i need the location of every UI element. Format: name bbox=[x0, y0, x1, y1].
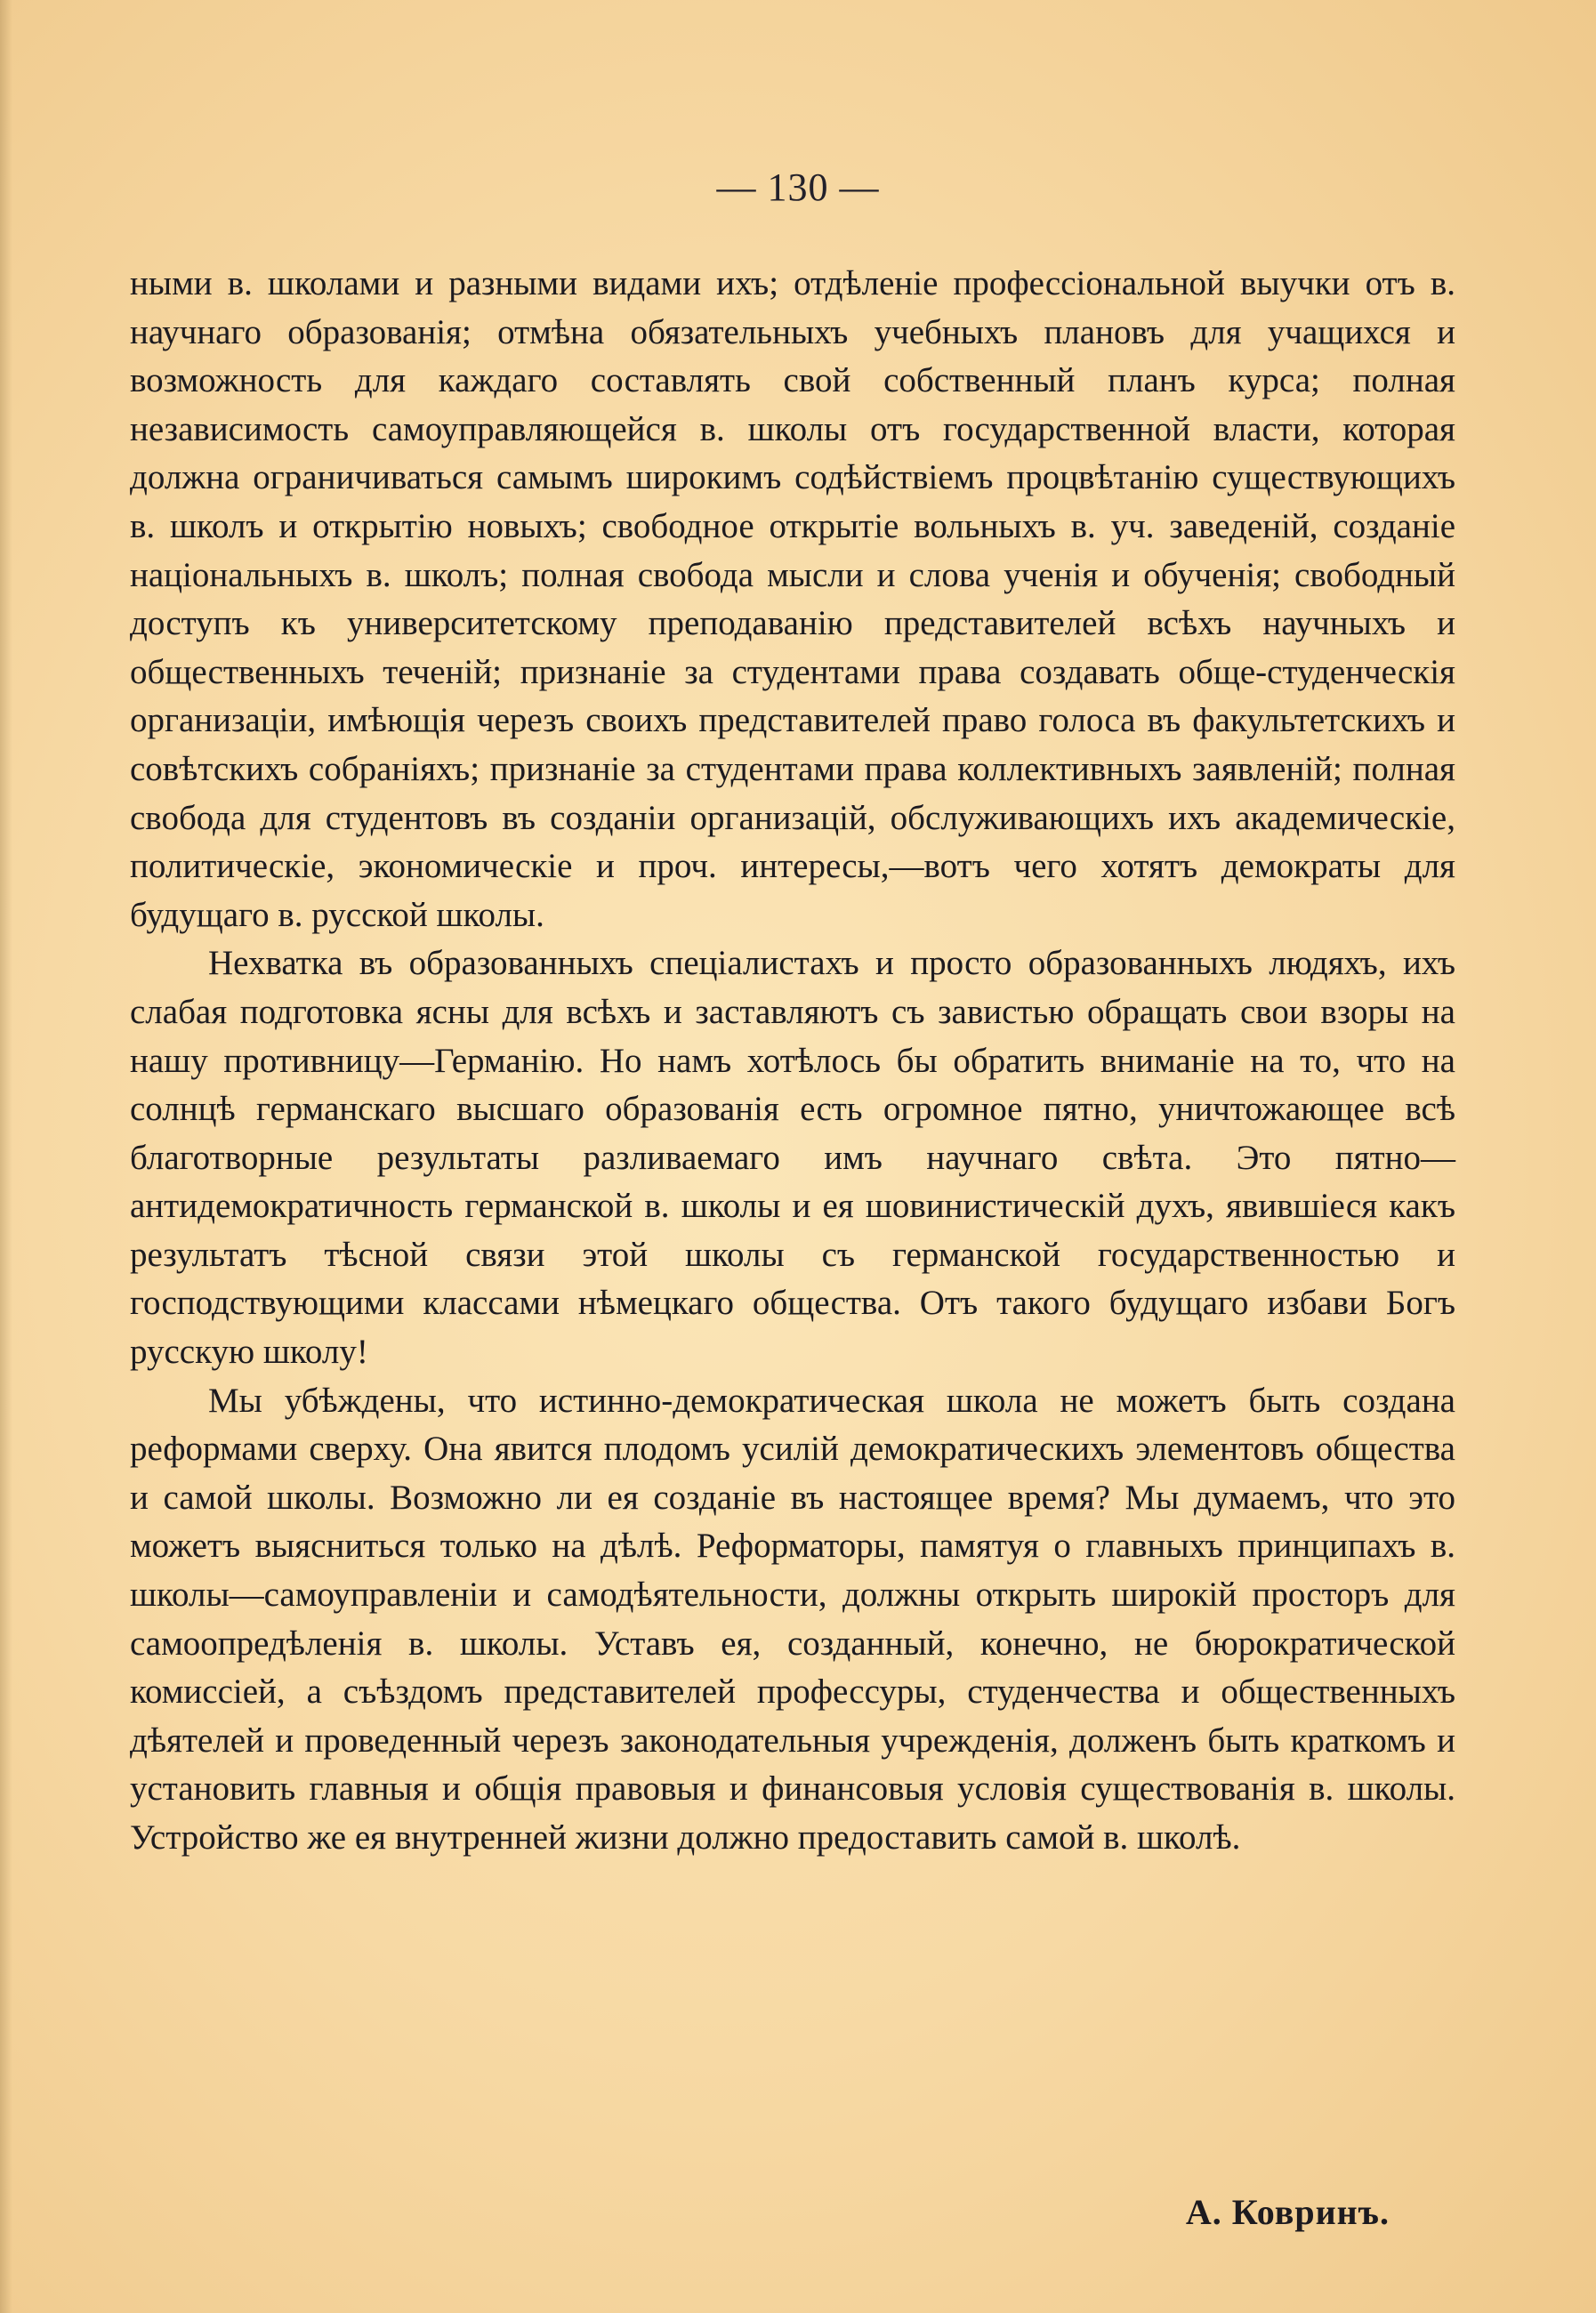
paragraph-germany: Нехватка въ образованныхъ спеціалистахъ и просто образованныхъ людяхъ, ихъ слабая подготовка ясны для всѣхъ и заставляютъ съ завистью обращать свои взоры на нашу противницу—Германію. Но намъ хотѣлось бы обратить вниманіе на то, что на солнцѣ германскаго высшаго образованія есть огромное пятно, уничтожающее всѣ благотворные результаты разливаемаго имъ научнаго свѣта. Это пятно—антидемократичность германской в. школы и ея шовинистическій духъ, явившіеся какъ результатъ тѣсной связи этой школы съ германской государственностью и господствующими классами нѣмецкаго общества. Отъ такого будущаго избави Богъ русскую школу! bbox=[130, 944, 1455, 1372]
page-number: — 130 — bbox=[716, 165, 880, 209]
article-body bbox=[130, 260, 1455, 1863]
paragraph-continuation: ными в. школами и разными видами ихъ; отдѣленіе профессіональной выучки отъ в. научнаго образованія; отмѣна обязательныхъ учебныхъ плановъ для учащихся и возможность для каждаго составлять свой собственный планъ курса; полная независимость самоуправляющейся в. школы отъ государственной власти, которая должна ограничиваться самымъ широкимъ содѣйствіемъ процвѣтанію существующихъ в. школъ и открытію новыхъ; свободное открытіе вольныхъ в. уч. заведеній, созданіе національныхъ в. школъ; полная свобода мысли и слова ученія и обученія; свободный доступъ къ университетскому преподаванію представителей всѣхъ научныхъ и общественныхъ теченій; признаніе за студентами права создавать обще-студенческія организаціи, имѣющія черезъ своихъ представителей право голоса въ факультетскихъ и совѣтскихъ собраніяхъ; признаніе за студентами права коллективныхъ заявленій; полная свобода для студентовъ въ созданіи организацій, обслуживающихъ ихъ академическіе, политическіе, экономическіе и проч. интересы,—вотъ чего хотятъ демократы для будущаго в. русской школы. bbox=[130, 264, 1455, 934]
paragraph-reform: Мы убѣждены, что истинно-демократическая школа не можетъ быть создана реформами сверху. Она явится плодомъ усилій демократическихъ элементовъ общества и самой школы. Возможно ли ея созданіе въ настоящее время? Мы думаемъ, что это можетъ выясниться только на дѣлѣ. Реформаторы, памятуя о главныхъ принципахъ в. школы—самоуправленіи и самодѣятельности, должны открыть широкій просторъ для самоопредѣленія в. школы. Уставъ ея, созданный, конечно, не бюрократической комиссіей, а съѣздомъ представителей профессуры, студенчества и общественныхъ дѣятелей и проведенный черезъ законодательныя учрежденія, долженъ быть краткомъ и установить главныя и общія правовыя и финансовыя условія существованія в. школы. Устройство же ея внутренней жизни должно предоставить самой в. школѣ. bbox=[130, 1381, 1455, 1857]
author-signature: А. Ковринъ. bbox=[1185, 2192, 1390, 2232]
page-binding-edge bbox=[0, 0, 12, 2313]
